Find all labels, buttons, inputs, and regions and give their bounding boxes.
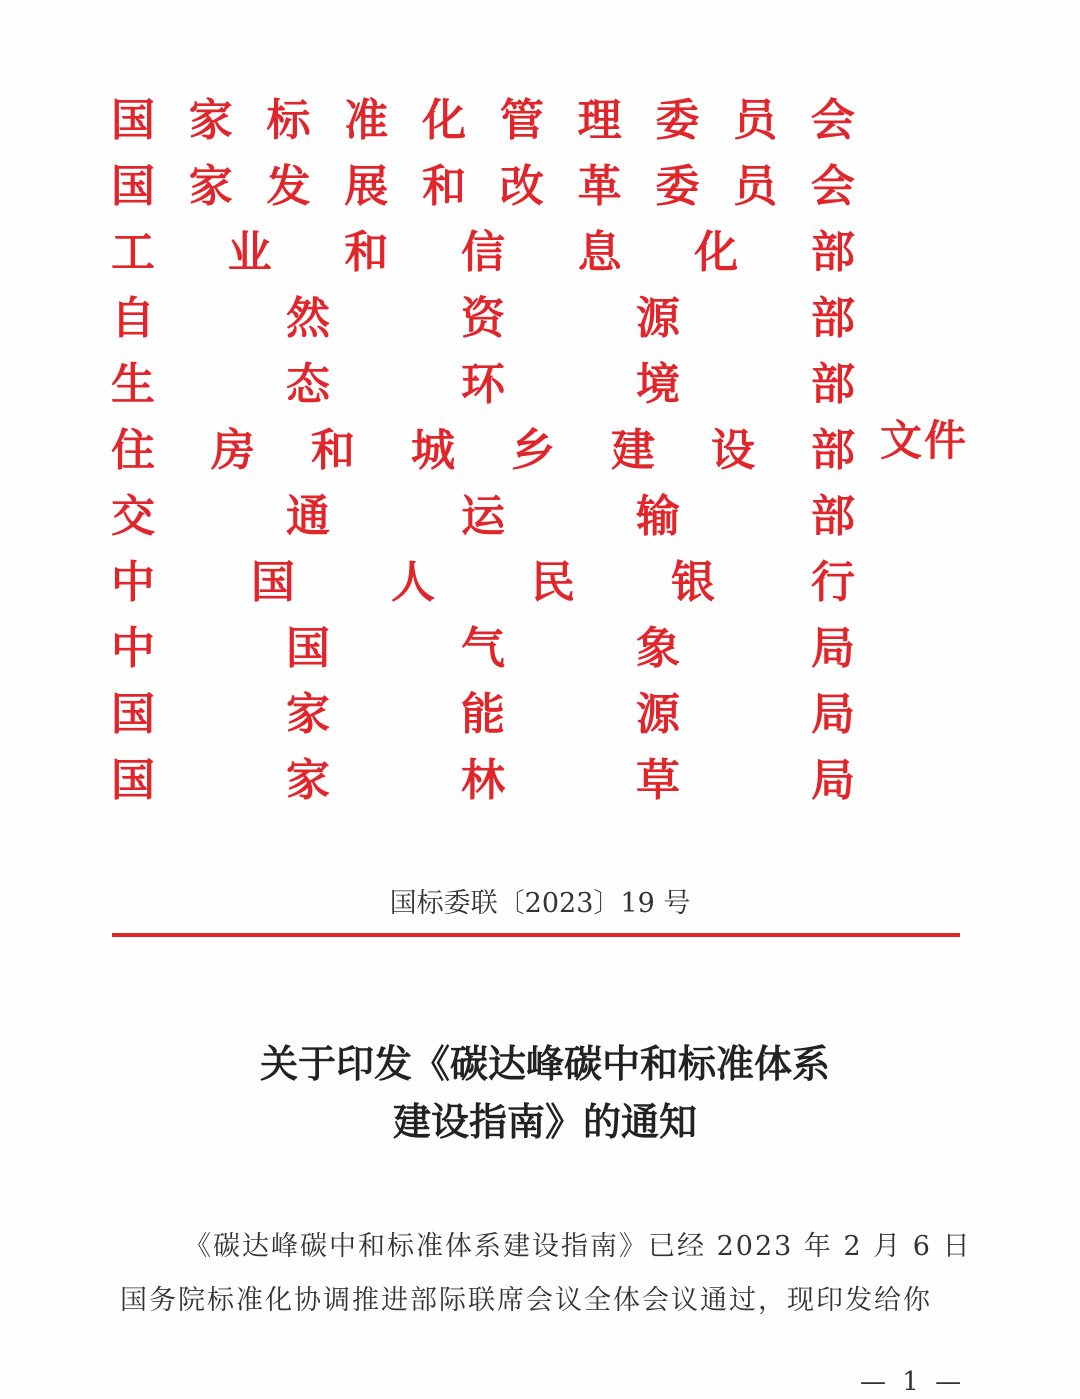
issuer-row	[108, 484, 858, 550]
issuer-char: 部	[811, 491, 855, 542]
issuer-char: 化	[694, 227, 739, 278]
issuer-char: 发	[266, 161, 311, 212]
issuer-char: 人	[391, 557, 435, 608]
issuer-char: 然	[286, 293, 330, 344]
issuer-char: 部	[810, 227, 855, 278]
issuer-char: 员	[733, 161, 778, 212]
title-line-1: 关于印发《碳达峰碳中和标准体系	[259, 1042, 830, 1086]
issuer-char: 和	[311, 425, 355, 476]
issuer-char: 气	[461, 623, 505, 674]
issuer-char: 民	[531, 557, 575, 608]
issuer-char: 员	[733, 95, 778, 146]
issuer-char: 改	[499, 161, 544, 212]
page-number: — 1 —	[860, 1367, 966, 1397]
issuer-char: 部	[811, 293, 855, 344]
issuer-char: 源	[636, 293, 680, 344]
issuer-row	[108, 550, 858, 616]
issuer-char: 管	[499, 95, 544, 146]
issuer-char: 委	[655, 161, 700, 212]
issuer-char: 行	[811, 557, 855, 608]
issuer-char: 国	[251, 557, 295, 608]
issuer-char: 生	[111, 359, 155, 410]
issuer-char: 乡	[511, 425, 555, 476]
issuer-char: 家	[286, 689, 330, 740]
issuer-char: 源	[636, 689, 680, 740]
issuer-char: 交	[111, 491, 155, 542]
issuer-char: 标	[266, 95, 311, 146]
issuer-char: 家	[188, 161, 233, 212]
issuer-char: 城	[411, 425, 455, 476]
issuer-char: 国	[286, 623, 330, 674]
issuer-char: 化	[422, 95, 467, 146]
issuer-char: 象	[636, 623, 680, 674]
issuer-row	[108, 154, 858, 220]
issuer-char: 中	[111, 557, 155, 608]
issuer-char: 理	[577, 95, 622, 146]
document-type-label: 文件	[880, 416, 969, 465]
issuer-char: 境	[636, 359, 680, 410]
issuer-char: 部	[811, 359, 855, 410]
issuer-char: 建	[611, 425, 655, 476]
issuer-char: 局	[811, 689, 855, 740]
issuer-char: 家	[286, 755, 330, 806]
issuer-char: 委	[655, 95, 700, 146]
issuer-char: 自	[111, 293, 155, 344]
issuer-row	[108, 616, 858, 682]
issuer-char: 运	[461, 491, 505, 542]
issuer-char: 国	[111, 689, 155, 740]
issuer-row	[108, 352, 858, 418]
issuer-char: 息	[577, 227, 622, 278]
issuer-char: 会	[810, 161, 855, 212]
issuer-row	[108, 418, 858, 484]
issuer-char: 和	[422, 161, 467, 212]
issuer-char: 输	[636, 491, 680, 542]
issuer-char: 和	[344, 227, 389, 278]
body-text	[120, 1220, 980, 1328]
body-line-1: 《碳达峰碳中和标准体系建设指南》已经 2023 年 2 月 6 日	[184, 1231, 972, 1262]
issuer-char: 国	[111, 755, 155, 806]
issuer-char: 局	[811, 755, 855, 806]
issuer-char: 设	[711, 425, 755, 476]
issuer-char: 展	[344, 161, 389, 212]
issuer-char: 会	[810, 95, 855, 146]
issuer-row	[108, 682, 858, 748]
issuer-char: 部	[811, 425, 855, 476]
issuer-char: 房	[211, 425, 255, 476]
issuer-char: 准	[344, 95, 389, 146]
title-line-2: 建设指南》的通知	[392, 1100, 697, 1144]
issuer-char: 通	[286, 491, 330, 542]
issuer-char: 国	[111, 95, 155, 146]
issuer-char: 资	[461, 293, 505, 344]
issuer-char: 信	[460, 227, 505, 278]
issuing-agencies	[108, 88, 868, 814]
issuer-char: 能	[461, 689, 505, 740]
issuer-char: 林	[461, 755, 505, 806]
issuer-row	[108, 748, 858, 814]
document-number: 国标委联〔2023〕19 号	[389, 888, 691, 919]
issuer-char: 银	[671, 557, 715, 608]
issuer-char: 家	[188, 95, 233, 146]
issuer-char: 住	[111, 425, 155, 476]
issuer-char: 态	[286, 359, 330, 410]
issuer-char: 工	[111, 227, 155, 278]
issuer-row	[108, 88, 858, 154]
issuer-char: 国	[111, 161, 155, 212]
issuer-char: 草	[636, 755, 680, 806]
document-title	[0, 1035, 1080, 1151]
issuer-char: 业	[227, 227, 272, 278]
issuer-row	[108, 220, 858, 286]
red-divider-line	[112, 933, 960, 937]
issuer-char: 局	[811, 623, 855, 674]
issuer-row	[108, 286, 858, 352]
issuer-char: 革	[577, 161, 622, 212]
issuer-char: 中	[111, 623, 155, 674]
body-line-2: 国务院标准化协调推进部际联席会议全体会议通过，现印发给你	[120, 1285, 932, 1316]
issuer-char: 环	[461, 359, 505, 410]
